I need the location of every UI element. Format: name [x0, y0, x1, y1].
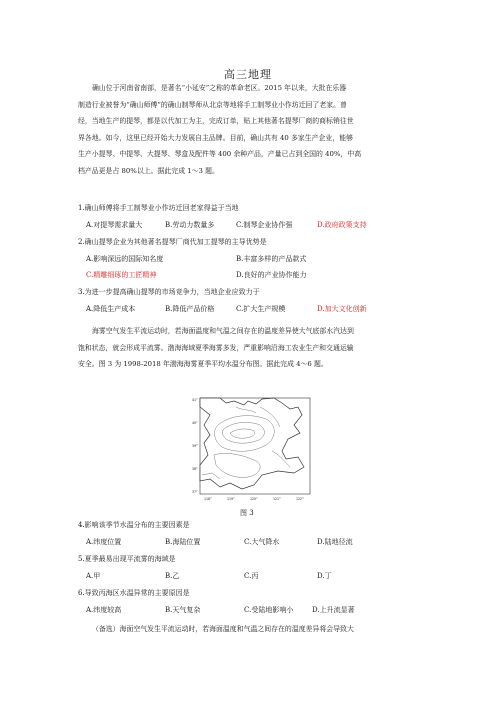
- q6-option-c: C.受陆地影响小: [244, 606, 294, 614]
- q2-option-b: B.丰富多样的产品款式: [236, 255, 307, 263]
- question-2-stem: 2.确山提琴企业为其他著名提琴厂商代加工提琴的主导优势是: [78, 238, 267, 246]
- q1-option-c: C.制琴企业协作强: [236, 221, 293, 229]
- q3-option-a: A.降低生产成本: [86, 305, 136, 313]
- passage-1-line: 生产小提琴、中提琴、大提琴、琴盒及配件等 400 余种产品，产量已占到全国的 40%，中高: [78, 150, 362, 158]
- bohai-sea-temperature-map: [190, 395, 314, 502]
- q4-option-c: C.大气降水: [244, 538, 280, 546]
- lon-label: 120°: [250, 497, 258, 501]
- q5-option-c: C.丙: [244, 572, 259, 580]
- passage-2-line: 安全。图 3 为 1998-2018 年渤海海雾夏季平均水温分布图。据此完成 4～6 题。: [78, 360, 328, 368]
- q2-option-d: D.良好的产业协作能力: [236, 271, 307, 279]
- passage-1-line: 经，当地生产的提琴，都是以代加工为主，完成订单，贴上其他著名提琴厂商的商标销往世: [78, 117, 354, 125]
- passage-2-line: 饱和状态，就会形成平流雾。渤海海域夏季海雾多发，严重影响沿海工农业生产和交通运输: [78, 343, 354, 352]
- lat-label: 40°: [192, 421, 198, 425]
- q6-option-d: D.上升流显著: [312, 606, 355, 614]
- q6-option-a: A.纬度较高: [86, 606, 122, 614]
- lon-label: 122°: [296, 497, 304, 501]
- passage-1-line: 档产品更是占 80%以上。据此完成 1～3 题。: [78, 166, 219, 175]
- q2-option-c: C.精雕细琢的工匠精神: [86, 271, 157, 279]
- lat-label: 39°: [192, 444, 198, 448]
- q1-option-d: D.政府政策支持: [317, 221, 367, 229]
- lat-label: 38°: [192, 467, 198, 471]
- passage-1-line: 制造行业被誉为“确山师傅”的确山制琴师从北京等地将手工制琴业小作坊迁回了老家。曾: [78, 100, 347, 109]
- page-title: 高三地理: [224, 68, 272, 81]
- question-6-stem: 6.导致丙海区水温异常的主要原因是: [78, 589, 190, 597]
- lon-label: 118°: [204, 497, 212, 501]
- passage-2: [78, 323, 424, 373]
- q3-option-b: B.降低产品价格: [165, 305, 215, 313]
- q2-option-a: A.影响深远的国际知名度: [86, 255, 164, 263]
- lat-label: 37°: [192, 490, 198, 494]
- passage-3: [78, 621, 424, 638]
- q4-option-a: A.纬度位置: [86, 538, 122, 546]
- lon-label: 121°: [273, 497, 281, 501]
- q1-option-a: A.对提琴需求量大: [86, 221, 143, 229]
- q5-option-a: A.甲: [86, 572, 101, 580]
- passage-1-line: 界各地。如今，这里已经开始大力发展自主品牌。目前，确山共有 40 多家生产企业，能够: [78, 133, 353, 142]
- passage-1-line: 确山位于河南省南部，是著名“小延安”之称的革命老区。2015 年以来，大批在乐器: [92, 84, 347, 92]
- figure-caption: 图 3: [240, 509, 254, 517]
- question-4-stem: 4.影响该季节水温分布的主要因素是: [78, 521, 190, 529]
- q5-option-d: D.丁: [317, 572, 332, 580]
- lat-label: 41°: [192, 398, 198, 402]
- question-1-stem: 1.确山师傅将手工制琴业小作坊迁回老家得益于当地: [78, 204, 239, 212]
- passage-1: [78, 80, 424, 179]
- q5-option-b: B.乙: [165, 572, 180, 580]
- q1-option-b: B.劳动力数量多: [165, 221, 215, 229]
- passage-2-line: 海雾空气发生平流运动时，若海面温度和气温之间存在的温度差异使大气底部水汽达到: [92, 327, 354, 335]
- passage-3-line: （备选）海面空气发生平流运动时，若海面温度和气温之间存在的温度差异将会导致大: [92, 625, 354, 633]
- q4-option-d: D.陆地径流: [317, 538, 353, 546]
- q3-option-c: C.扩大生产规模: [236, 305, 286, 313]
- lon-label: 119°: [227, 497, 235, 501]
- q3-option-d: D.加大文化创新: [317, 305, 367, 313]
- question-3-stem: 3.为进一步提高确山提琴的市场竞争力，当地企业应致力于: [78, 288, 260, 296]
- q4-option-b: B.海陆位置: [165, 538, 201, 546]
- q6-option-b: B.天气复杂: [165, 606, 201, 614]
- question-5-stem: 5.夏季最易出现平流雾的海域是: [78, 555, 176, 563]
